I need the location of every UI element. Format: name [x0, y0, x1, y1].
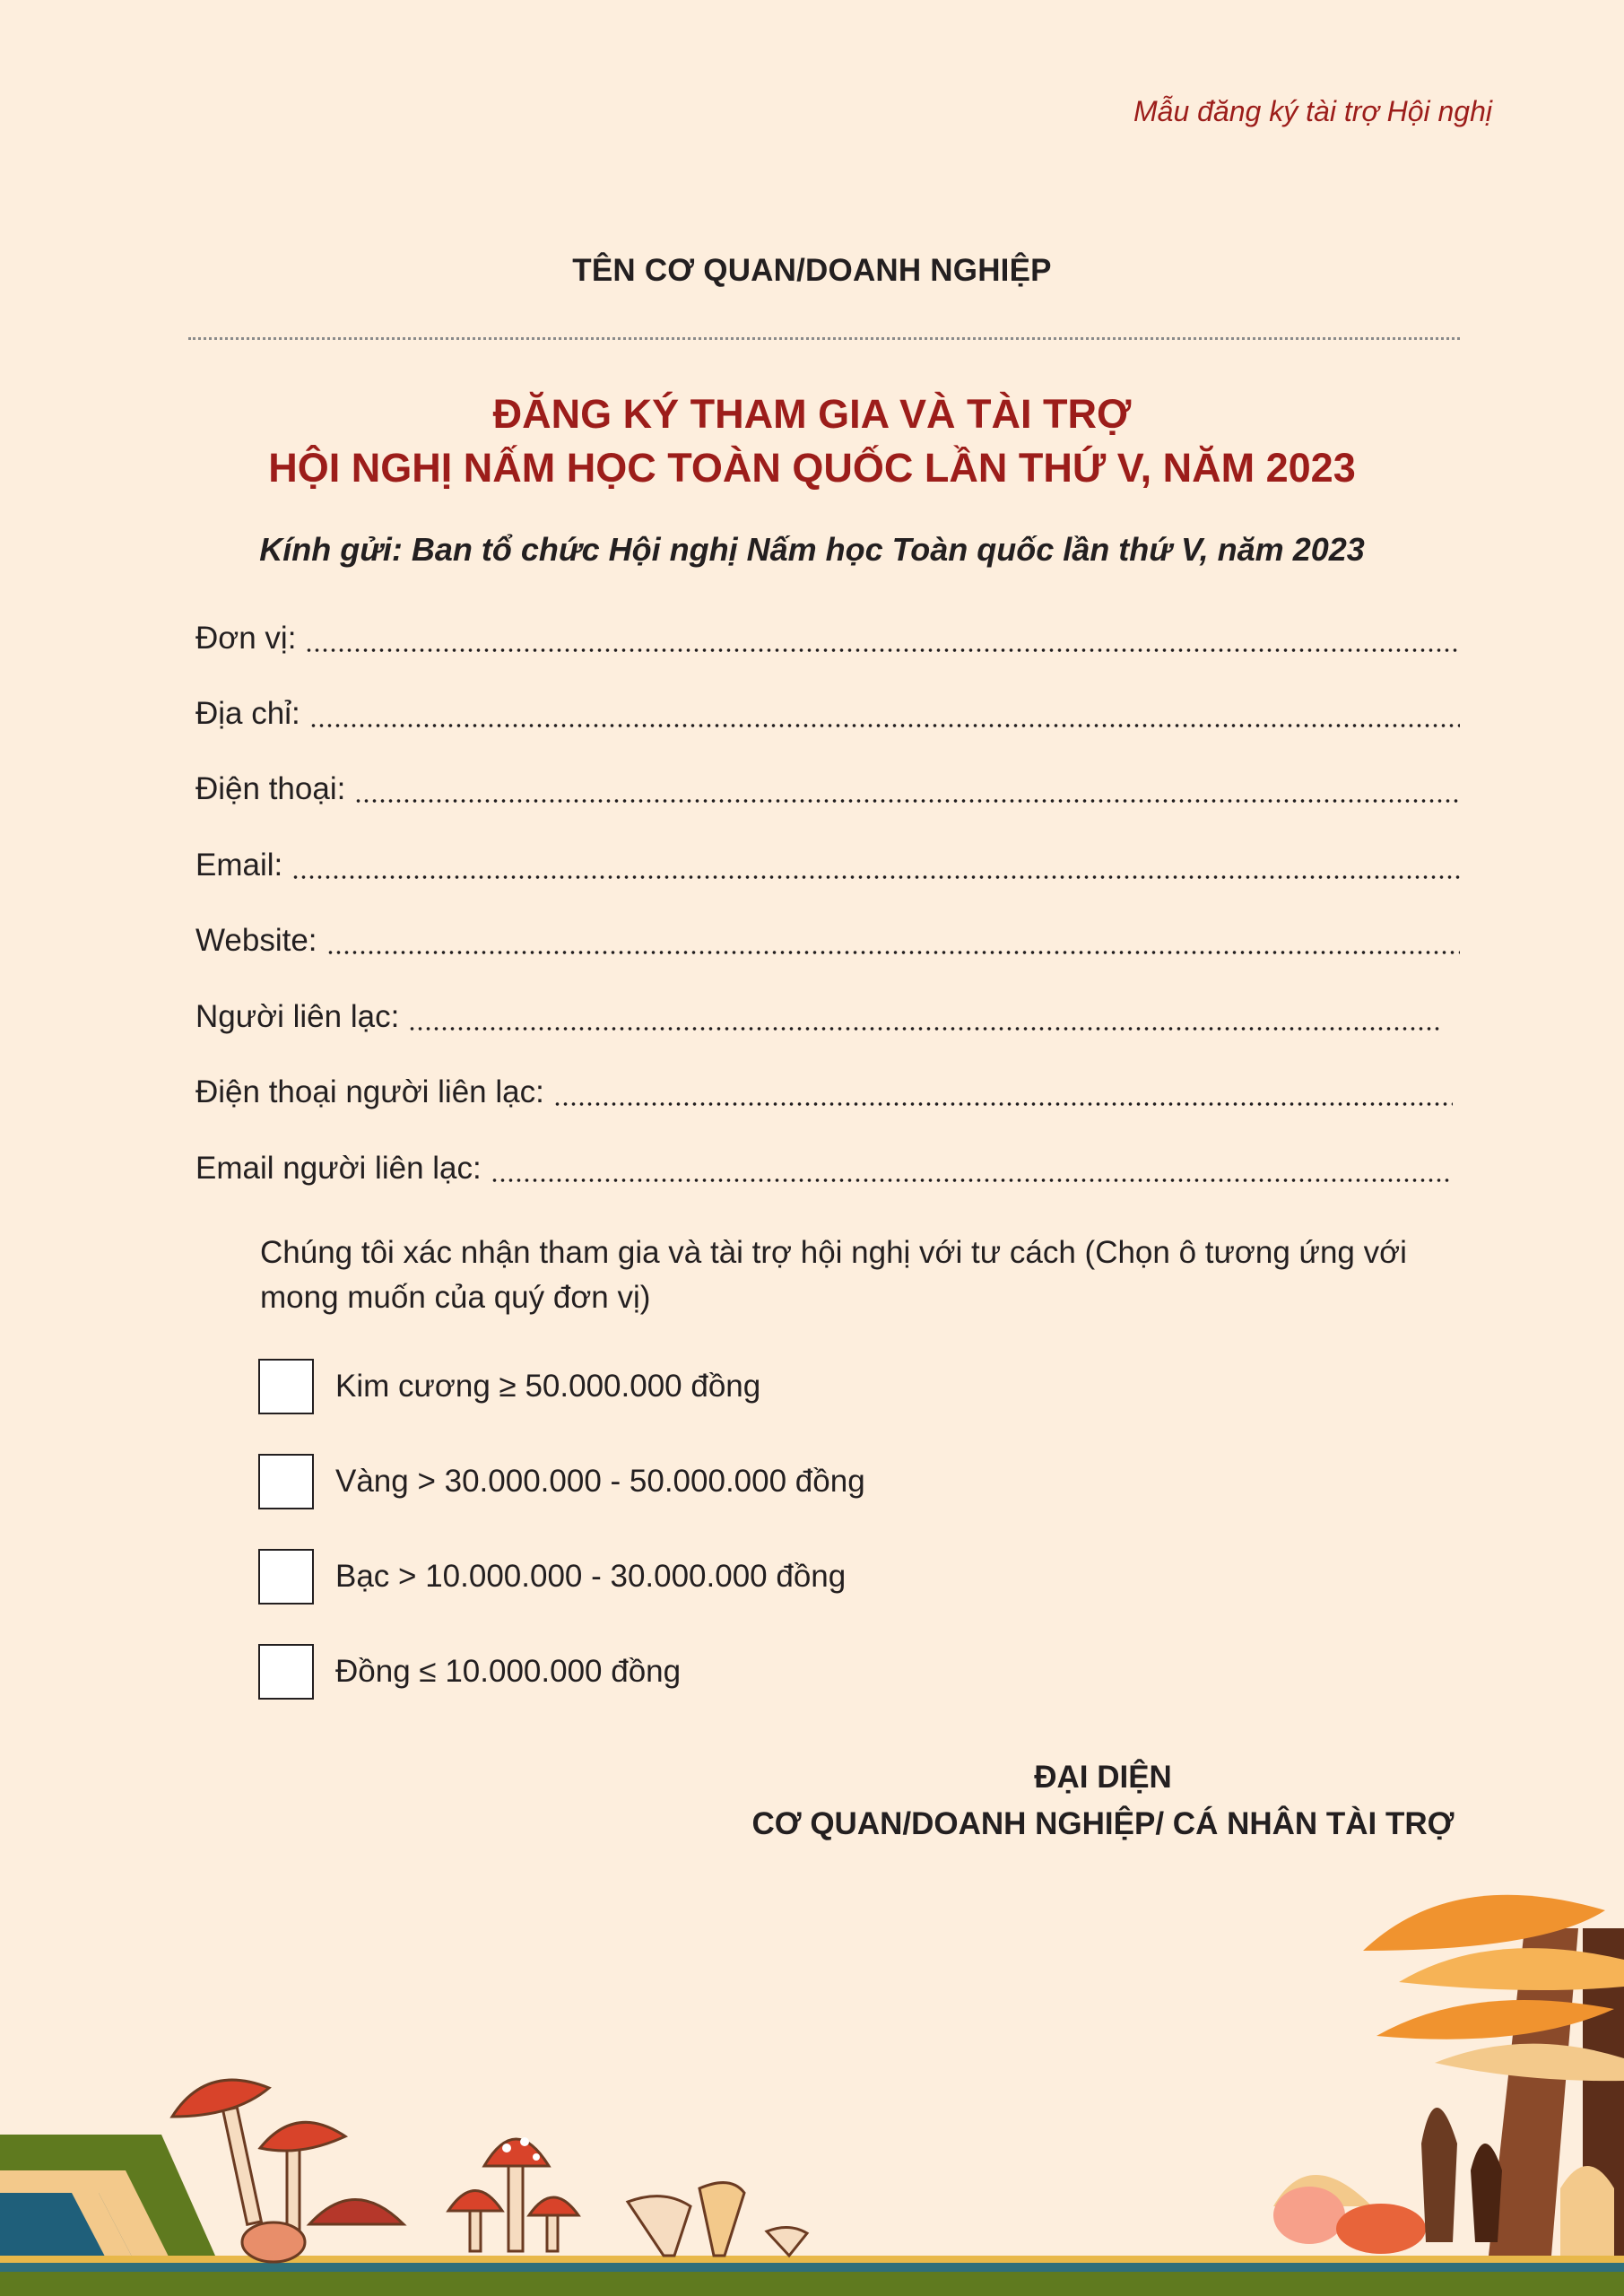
organization-name-line: [188, 337, 1460, 340]
organization-name-heading: TÊN CƠ QUAN/DOANH NGHIỆP: [572, 253, 1052, 288]
field-phone[interactable]: [195, 771, 1460, 811]
option-diamond[interactable]: [258, 1357, 760, 1416]
fill-in-dots: [491, 1178, 1453, 1182]
checkbox[interactable]: [258, 1549, 314, 1605]
field-address[interactable]: [195, 696, 1460, 735]
field-website[interactable]: [195, 923, 1460, 962]
field-organization[interactable]: [195, 621, 1460, 660]
form-template-note: Mẫu đăng ký tài trợ Hội nghị: [1133, 95, 1492, 127]
field-label: Email người liên lạc:: [195, 1151, 482, 1186]
checkbox[interactable]: [258, 1644, 314, 1700]
option-label: Đồng ≤ 10.000.000 đồng: [335, 1654, 682, 1689]
chanterelle-mushroom-icon: [628, 2183, 807, 2256]
option-gold[interactable]: [258, 1452, 865, 1511]
form-title-line-1: ĐĂNG KÝ THAM GIA VÀ TÀI TRỢ: [492, 391, 1132, 437]
option-label: Kim cương ≥ 50.000.000 đồng: [335, 1369, 761, 1404]
field-contact-person[interactable]: [195, 999, 1442, 1039]
option-silver[interactable]: [258, 1547, 846, 1606]
addressee-line: Kính gửi: Ban tổ chức Hội nghị Nấm học Toàn quốc lần thứ V, năm 2023: [259, 531, 1365, 568]
spotted-mushroom-icon: [448, 2137, 578, 2251]
fill-in-dots: [408, 1027, 1442, 1031]
fill-in-dots: [354, 799, 1460, 803]
checkbox[interactable]: [258, 1359, 314, 1414]
field-label: Người liên lạc:: [195, 999, 400, 1034]
signature-subtitle: CƠ QUAN/DOANH NGHIỆP/ CÁ NHÂN TÀI TRỢ: [751, 1806, 1455, 1841]
orange-mushroom-cluster-icon: [1273, 1895, 1624, 2256]
fill-in-dots: [305, 648, 1460, 652]
fill-in-dots: [326, 951, 1460, 954]
field-label: Điện thoại người liên lạc:: [195, 1074, 544, 1109]
form-title-line-2: HỘI NGHỊ NẤM HỌC TOÀN QUỐC LẦN THỨ V, NĂM 2023: [268, 445, 1356, 491]
field-label: Đơn vị:: [195, 621, 297, 656]
field-label: Điện thoại:: [195, 771, 346, 806]
confirmation-statement: Chúng tôi xác nhận tham gia và tài trợ hội nghị với tư cách (Chọn ô tương ứng với mong muốn của quý đơn vị): [260, 1235, 1407, 1315]
fill-in-dots: [553, 1102, 1453, 1106]
signature-title: ĐẠI DIỆN: [1034, 1760, 1172, 1795]
option-label: Vàng > 30.000.000 - 50.000.000 đồng: [335, 1464, 865, 1499]
checkbox[interactable]: [258, 1454, 314, 1509]
option-label: Bạc > 10.000.000 - 30.000.000 đồng: [335, 1559, 847, 1594]
red-mushroom-cluster-icon: [172, 2080, 404, 2262]
field-contact-email[interactable]: [195, 1151, 1453, 1190]
field-contact-phone[interactable]: [195, 1074, 1453, 1114]
fill-in-dots: [291, 875, 1460, 879]
field-label: Địa chỉ:: [195, 696, 300, 731]
fill-in-dots: [309, 724, 1460, 727]
mushroom-decoration: [0, 1848, 1624, 2296]
option-bronze[interactable]: [258, 1642, 681, 1701]
field-label: Email:: [195, 848, 283, 883]
field-email[interactable]: [195, 848, 1460, 887]
field-label: Website:: [195, 923, 317, 958]
